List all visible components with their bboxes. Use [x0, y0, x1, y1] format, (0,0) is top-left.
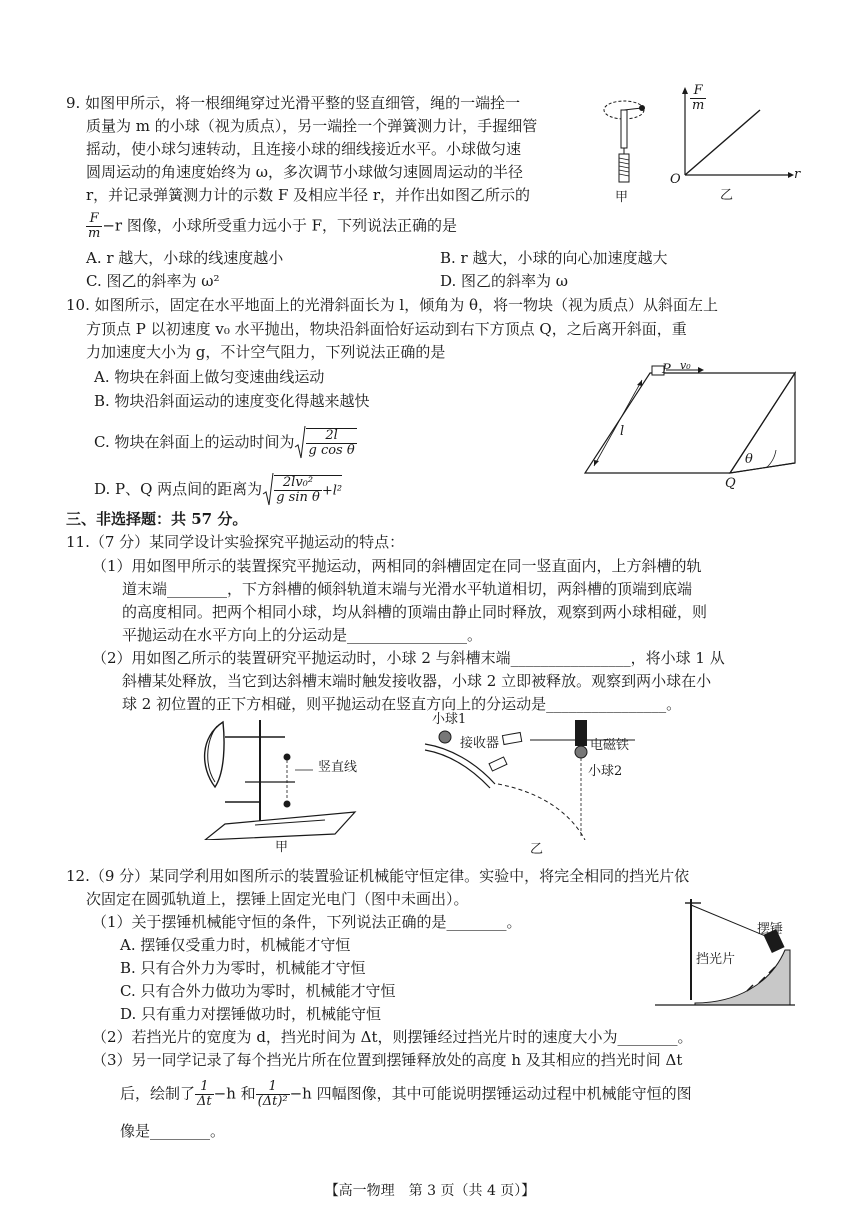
q10-option-b: B. 物块沿斜面运动的速度变化得越来越快	[94, 392, 370, 410]
q12-part-3-line-2: 后，绘制了 $\frac{1}{\Delta t}$ −h 和 $\frac{1}{\text{(Δt)²}}$ −h 四幅图像，其中可能说明摆锤运动过程中机械能守恒的图	[120, 1079, 692, 1109]
q9-origin-label: O	[670, 172, 681, 187]
q10-option-c: C. 物块在斜面上的运动时间为 $\frac{2l}{\text{g cos θ}}$	[94, 428, 355, 458]
q12-part-3-line-1: （3）另一同学记录了每个挡光片所在位置到摆锤释放处的高度 h 及其相应的挡光时间 Δt	[92, 1051, 683, 1069]
q10-label-p: P	[662, 362, 671, 377]
page-footer: 【高一物理 第 3 页（共 4 页）】	[324, 1183, 536, 1199]
q10-line-2: 方顶点 P 以初速度 v₀ 水平抛出，物块沿斜面恰好运动到右下方顶点 Q，之后离开斜面，重	[86, 320, 687, 338]
q12-fraction-1: $\frac{1}{\Delta t}$	[197, 1079, 212, 1109]
q11-p2-line-2: 斜槽某处释放，当它到达斜槽末端时触发接收器，小球 2 立即被释放。观察到两小球在小	[122, 672, 712, 690]
q10-line-3: 力加速度大小为 g，不计空气阻力，下列说法正确的是	[86, 343, 446, 361]
q9-x-axis-label: r	[794, 167, 801, 182]
q12-part-3-line-3: 像是________。	[120, 1122, 226, 1140]
q10-option-a: A. 物块在斜面上做匀变速曲线运动	[94, 368, 325, 386]
q10-label-l: l	[620, 424, 625, 439]
q9-label-jia: 甲	[615, 190, 629, 205]
q10-option-d: D. P、Q 两点间的距离为 $\frac{\text{2lv₀²}}{\text{g sin θ}}$ +l²	[94, 475, 343, 505]
q9-label-yi: 乙	[720, 188, 734, 203]
q12-fraction-2: $\frac{1}{\text{(Δt)²}}$	[257, 1079, 288, 1109]
q11-label-jia: 甲	[275, 840, 289, 855]
q9-line-3: 摇动，使小球匀速转动，且连接小球的细线接近水平。小球做匀速	[86, 140, 522, 158]
q10-line-1: 10. 如图所示，固定在水平地面上的光滑斜面长为 l，倾角为 θ，将一物块（视为质点）从斜面左上	[66, 296, 718, 314]
q12-option-b: B. 只有合外力为零时，机械能才守恒	[120, 959, 366, 977]
q9-y-axis-label: $\frac{F}{m}$	[692, 83, 705, 113]
q9-line-1: 9. 如图甲所示，将一根细绳穿过光滑平整的竖直细管，绳的一端拴一	[66, 94, 521, 112]
q9-line-5: r，并记录弹簧测力计的示数 F 及相应半径 r，并作出如图乙所示的	[86, 186, 531, 204]
q10-label-theta: θ	[745, 452, 753, 467]
q10-figure-incline	[580, 358, 810, 483]
q11-label-receiver: 接收器	[460, 736, 500, 751]
q11-label-yi: 乙	[530, 842, 544, 857]
q9-option-d: D. 图乙的斜率为 ω	[440, 272, 569, 290]
q12-option-c: C. 只有合外力做功为零时，机械能才守恒	[120, 982, 396, 1000]
q9-graph-line	[685, 110, 760, 175]
q11-label-ball-1: 小球1	[432, 712, 467, 727]
q11-p1-line-1: （1）用如图甲所示的装置探究平抛运动，两相同的斜槽固定在同一竖直面内，上方斜槽的轨	[92, 557, 702, 575]
q11-p2-line-1: （2）用如图乙所示的装置研究平抛运动时，小球 2 与斜槽末端________________，将小球 1 从	[92, 649, 725, 667]
q11-label-ball-2: 小球2	[588, 764, 623, 779]
q12-part-1: （1）关于摆锤机械能守恒的条件，下列说法正确的是________。	[92, 913, 522, 931]
q11-p1-line-3: 的高度相同。把两个相同小球，均从斜槽的顶端由静止同时释放，观察到两小球相碰，则	[122, 603, 708, 621]
q9-option-a: A. r 越大，小球的线速度越小	[86, 249, 284, 267]
q9-fraction: $\frac{F}{m}$	[88, 211, 101, 241]
q12-label-pendulum: 摆锤	[757, 922, 784, 937]
q9-figure-jia	[600, 90, 660, 205]
q9-line-6: $\frac{F}{m}$ −r 图像，小球所受重力远小于 F，下列说法正确的是	[88, 211, 458, 241]
q12-option-a: A. 摆锤仅受重力时，机械能才守恒	[120, 936, 351, 954]
q12-option-d: D. 只有重力对摆锤做功时，机械能守恒	[120, 1005, 382, 1023]
q12-line-2: 次固定在圆弧轨道上，摆锤上固定光电门（图中未画出）。	[86, 890, 469, 908]
q9-option-b: B. r 越大，小球的向心加速度越大	[440, 249, 668, 267]
q11-p2-line-3: 球 2 初位置的正下方相碰，则平抛运动在竖直方向上的分运动是________________。	[122, 695, 682, 713]
q12-label-shade: 挡光片	[696, 952, 736, 967]
q9-option-c: C. 图乙的斜率为 ω²	[86, 272, 220, 290]
q11-p1-line-2: 道末端________，下方斜槽的倾斜轨道末端与光滑水平轨道相切，两斜槽的顶端到底端	[122, 580, 693, 598]
q11-figure-jia	[195, 712, 365, 840]
q11-label-vertical-line: 竖直线	[318, 760, 358, 775]
q10-label-v0: v₀	[680, 359, 691, 372]
q12-line-1: 12.（9 分）某同学利用如图所示的装置验证机械能守恒定律。实验中，将完全相同的挡光片依	[66, 867, 690, 885]
q11-p1-line-4: 平抛运动在水平方向上的分运动是________________。	[122, 626, 483, 644]
q11-title: 11.（7 分）某同学设计实验探究平抛运动的特点：	[66, 533, 405, 551]
section-3-heading: 三、非选择题：共 57 分。	[66, 510, 248, 528]
q9-line-4: 圆周运动的角速度始终为 ω，多次调节小球做匀速圆周运动的半径	[86, 163, 524, 181]
q10-label-q: Q	[725, 476, 736, 491]
q12-part-2: （2）若挡光片的宽度为 d，挡光时间为 Δt，则摆锤经过挡光片时的速度大小为________。	[92, 1028, 693, 1046]
q11-label-magnet: 电磁铁	[590, 738, 630, 753]
q9-line-2: 质量为 m 的小球（视为质点），另一端拴一个弹簧测力计，手握细管	[86, 117, 538, 135]
